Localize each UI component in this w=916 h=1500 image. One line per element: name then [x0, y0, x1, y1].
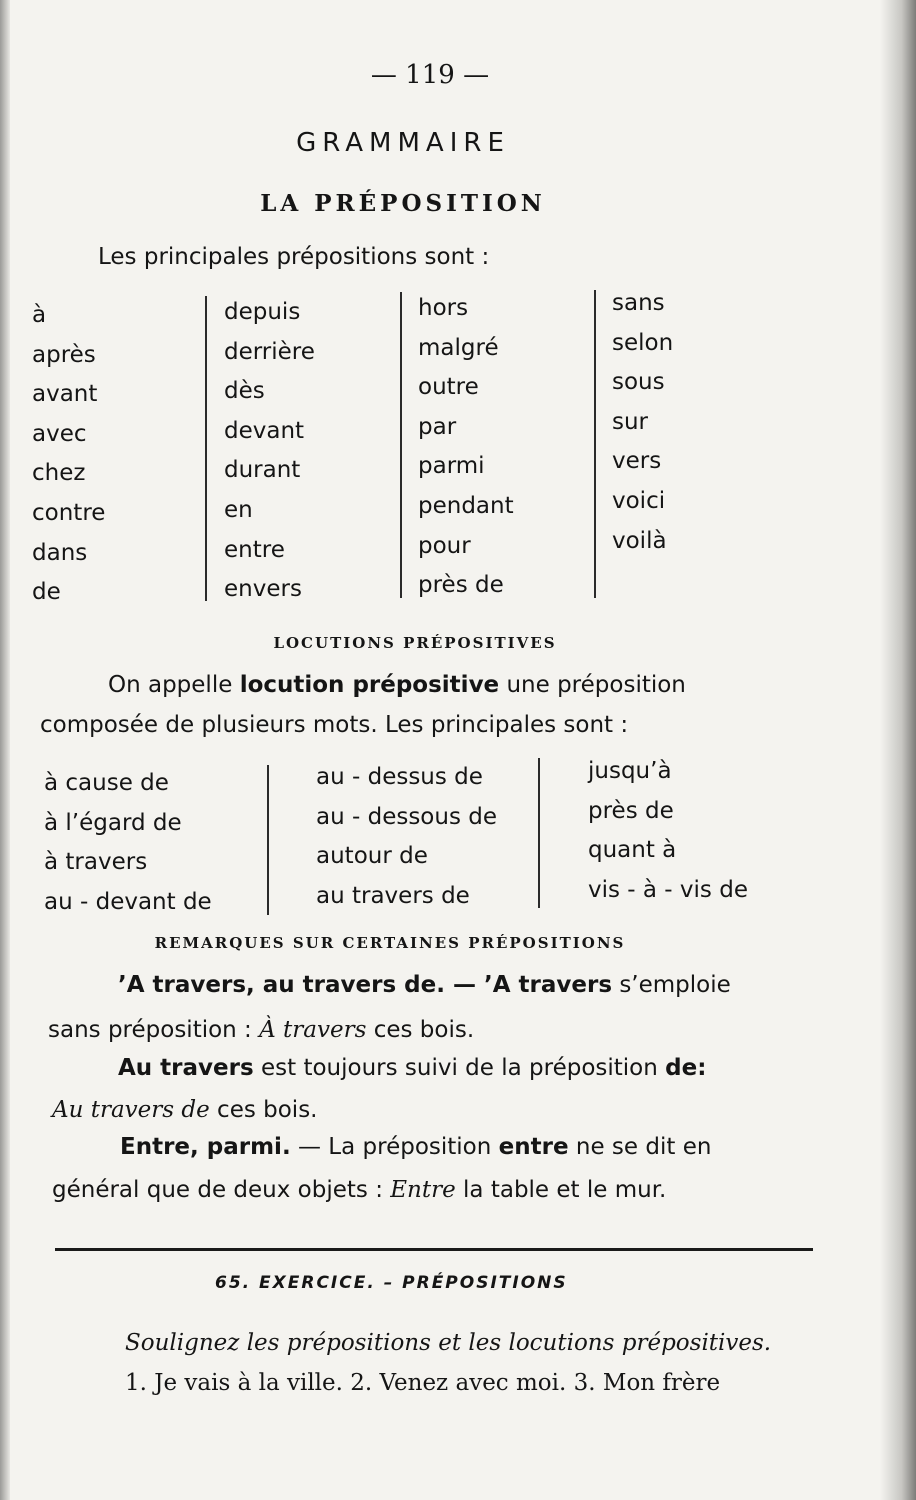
- list-item: à: [32, 302, 47, 328]
- list-item: depuis: [224, 299, 301, 325]
- list-item: sous: [612, 369, 665, 396]
- list-item: sans: [612, 290, 665, 316]
- locutions-title: LOCUTIONS PRÉPOSITIVES: [273, 634, 557, 652]
- locutions-definition-line-1: [108, 672, 686, 698]
- list-item: vis - à - vis de: [588, 876, 748, 903]
- intro-text: Les principales prépositions sont :: [98, 244, 490, 270]
- list-item: durant: [224, 457, 301, 484]
- remark-keyword: de:: [665, 1055, 707, 1081]
- column-divider: [594, 290, 596, 598]
- remark-2-line-1: [118, 1055, 706, 1081]
- column-divider: [400, 292, 402, 598]
- list-item: près de: [418, 572, 504, 599]
- column-divider: [205, 296, 207, 601]
- list-item: entre: [224, 536, 285, 563]
- list-item: quant à: [588, 837, 677, 864]
- remark-1-line-1: [118, 972, 731, 998]
- list-item: derrière: [224, 338, 315, 365]
- list-item: selon: [612, 329, 674, 356]
- remark-heading: ’A travers, au travers de. — ’A travers: [118, 972, 613, 998]
- remarques-title: REMARQUES SUR CERTAINES PRÉPOSITIONS: [154, 934, 626, 952]
- list-item: près de: [588, 797, 674, 824]
- remark-1-line-2: [48, 1017, 474, 1043]
- exercise-instruction: Soulignez les prépositions et les locutions prépositives.: [125, 1330, 772, 1356]
- remark-text: ces bois.: [217, 1097, 318, 1123]
- list-item: contre: [32, 499, 106, 526]
- definition-term: locution prépositive: [239, 672, 500, 698]
- remark-2-line-2: [52, 1097, 318, 1123]
- list-item: à travers: [44, 849, 148, 876]
- list-item: avec: [32, 420, 87, 447]
- list-item: pour: [418, 532, 471, 559]
- locution-column-1: [44, 764, 212, 922]
- list-item: sur: [612, 408, 649, 435]
- remark-heading: Entre, parmi.: [120, 1134, 291, 1160]
- remark-text: sans préposition :: [48, 1017, 252, 1043]
- exercise-title: 65. EXERCICE. – PRÉPOSITIONS: [215, 1273, 568, 1293]
- remark-text: est toujours suivi de la préposition: [260, 1055, 658, 1081]
- remark-text: ces bois.: [373, 1017, 475, 1043]
- list-item: vers: [612, 448, 662, 475]
- example-italic: Entre: [390, 1177, 456, 1203]
- list-item: jusqu’à: [588, 758, 672, 784]
- list-item: par: [418, 413, 457, 440]
- subsection-title: LA PRÉPOSITION: [260, 190, 546, 217]
- list-item: dès: [224, 378, 265, 405]
- list-item: de: [32, 579, 61, 606]
- section-divider: [55, 1248, 813, 1251]
- remark-3-line-2: [52, 1177, 666, 1203]
- list-item: voilà: [612, 527, 667, 554]
- list-item: au travers de: [316, 882, 470, 909]
- page-number: — 119 —: [370, 60, 490, 90]
- list-item: outre: [418, 374, 479, 401]
- list-item: à cause de: [44, 770, 169, 796]
- locution-column-3: [588, 752, 748, 910]
- preposition-column-2: [224, 293, 315, 610]
- definition-text: On appelle: [108, 672, 233, 698]
- list-item: dans: [32, 539, 88, 566]
- exercise-line-1: 1. Je vais à la ville. 2. Venez avec moi. 3. Mon frère: [125, 1370, 721, 1396]
- list-item: parmi: [418, 453, 485, 480]
- list-item: hors: [418, 295, 469, 321]
- definition-text: une préposition: [506, 672, 686, 698]
- remark-3-line-1: [120, 1134, 711, 1160]
- list-item: avant: [32, 381, 98, 408]
- remark-text: général que de deux objets :: [52, 1177, 383, 1203]
- list-item: au - dessous de: [316, 803, 498, 830]
- remark-text: la table et le mur.: [463, 1177, 667, 1203]
- section-title: GRAMMAIRE: [296, 128, 510, 158]
- list-item: devant: [224, 417, 305, 444]
- page-edge-shadow-left: [0, 0, 10, 1500]
- column-divider: [538, 758, 540, 908]
- remark-heading: Au travers: [118, 1055, 254, 1081]
- list-item: au - dessus de: [316, 764, 483, 790]
- list-item: au - devant de: [44, 888, 212, 915]
- preposition-column-1: [32, 296, 105, 613]
- list-item: pendant: [418, 492, 514, 519]
- locutions-definition-line-2: composée de plusieurs mots. Les principales sont :: [40, 712, 629, 738]
- page-edge-shadow-right: [880, 0, 916, 1500]
- list-item: malgré: [418, 334, 499, 361]
- example-italic: À travers: [259, 1017, 367, 1043]
- list-item: chez: [32, 460, 86, 487]
- preposition-column-3: [418, 289, 514, 606]
- list-item: après: [32, 341, 96, 368]
- remark-text: s’emploie: [619, 972, 731, 998]
- remark-keyword: entre: [498, 1134, 569, 1160]
- list-item: en: [224, 496, 253, 523]
- list-item: envers: [224, 576, 302, 603]
- list-item: à l’égard de: [44, 809, 182, 836]
- list-item: autour de: [316, 843, 428, 870]
- preposition-column-4: [612, 284, 673, 561]
- remark-text: ne se dit en: [575, 1134, 712, 1160]
- remark-text: — La préposition: [298, 1134, 492, 1160]
- list-item: voici: [612, 487, 666, 514]
- locution-column-2: [316, 758, 497, 916]
- column-divider: [267, 765, 269, 915]
- example-italic: Au travers de: [52, 1097, 210, 1123]
